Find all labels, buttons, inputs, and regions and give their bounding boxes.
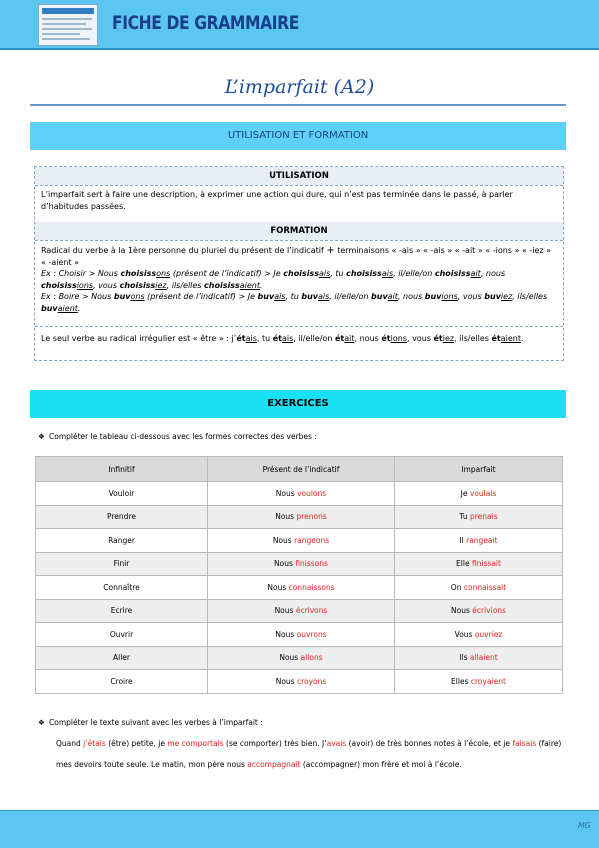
table-row (36, 646, 563, 670)
table-row (36, 552, 563, 576)
cell-infinitif: Croire (36, 670, 208, 694)
answer-etre: j’étais (83, 739, 106, 748)
title-divider (30, 104, 566, 106)
cell-present: Nous voulons (208, 482, 395, 506)
cell-infinitif: Connaître (36, 576, 208, 600)
utilisation-heading: UTILISATION (35, 167, 563, 185)
cell-imparfait: Nous écrivions (395, 599, 563, 623)
formation-rule-text: Radical du verbe à la 1ère personne du pluriel du présent de l’indicatif (41, 246, 324, 255)
section-title-usage: UTILISATION ET FORMATION (30, 122, 566, 150)
table-row (36, 529, 563, 553)
cell-imparfait: Ils allaient (395, 646, 563, 670)
cell-infinitif: Aller (36, 646, 208, 670)
author-initials: MG (577, 821, 591, 830)
table-row (36, 670, 563, 694)
footer-band (0, 810, 599, 848)
column-header: Infinitif (36, 457, 208, 482)
table-header-row (36, 457, 563, 482)
cell-present: Nous allons (208, 646, 395, 670)
formation-heading: FORMATION (35, 222, 563, 240)
answer-accompagner: accompagnait (247, 760, 301, 769)
document-title: L’imparfait (A2) (224, 76, 375, 98)
cell-infinitif: Ecrire (36, 599, 208, 623)
cell-present: Nous finissons (208, 552, 395, 576)
example-choisir: Ex : Choisir > Nous choisissons (présent de l’indicatif) > Je choisissais, tu choisissais, il/elle/on choisissait, nous choisissions, vous choisissiez, ils/elles choisissaient. (41, 269, 506, 290)
table-row (36, 623, 563, 647)
cell-imparfait: Je voulais (395, 482, 563, 506)
grammar-info-box (34, 166, 564, 361)
worksheet-thumbnail-icon (38, 4, 98, 46)
cell-imparfait: Il rangeait (395, 529, 563, 553)
cell-present: Nous prenons (208, 505, 395, 529)
cell-present: Nous ouvrons (208, 623, 395, 647)
column-header: Imparfait (395, 457, 563, 482)
cell-infinitif: Ranger (36, 529, 208, 553)
cell-infinitif: Prendre (36, 505, 208, 529)
header-title: FICHE DE GRAMMAIRE (112, 12, 299, 34)
utilisation-text: L’imparfait sert à faire une description, à exprimer une action qui dure, qui n’est pas terminée dans le passé, à parler d’habitudes passées. (41, 190, 513, 211)
cell-present: Nous connaissons (208, 576, 395, 600)
diamond-bullet-icon: ❖ (38, 432, 45, 441)
table-row (36, 505, 563, 529)
diamond-bullet-icon: ❖ (38, 718, 45, 727)
formation-endings: terminaisons « -ais » « -ais » « -ait » « -ions » « -iez » « -aient » (41, 246, 552, 267)
table-row (36, 482, 563, 506)
conjugation-table (35, 456, 563, 694)
cell-imparfait: Tu prenais (395, 505, 563, 529)
exercise2-text: Quand j’étais (être) petite, je me comportais (se comporter) très bien. J’avais (avoir) de très bonnes notes à l’école, et je faisais (faire) mes devoirs toute seule. Le matin, mon père nous accompagnait (accompagner) mon frère et moi à l’école. (56, 739, 562, 769)
answer-se-comporter: me comportais (167, 739, 224, 748)
cell-imparfait: On connaissait (395, 576, 563, 600)
cell-imparfait: Elles croyaient (395, 670, 563, 694)
cell-present: Nous croyons (208, 670, 395, 694)
cell-imparfait: Elle finissait (395, 552, 563, 576)
table-row (36, 576, 563, 600)
cell-infinitif: Ouvrir (36, 623, 208, 647)
cell-infinitif: Vouloir (36, 482, 208, 506)
cell-infinitif: Finir (36, 552, 208, 576)
section-title-exercises: EXERCICES (30, 390, 566, 418)
plus-sign: + (326, 245, 335, 256)
exercise1-instruction: ❖ Compléter le tableau ci-dessous avec les formes correctes des verbes : (38, 432, 317, 441)
example-boire: Ex : Boire > Nous buvons (présent de l’indicatif) > Je buvais, tu buvais, il/elle/on buvait, nous buvions, vous buviez, ils/elles buvaient. (41, 292, 548, 313)
cell-present: Nous rangeons (208, 529, 395, 553)
table-row (36, 599, 563, 623)
cell-present: Nous écrivons (208, 599, 395, 623)
header-band (0, 0, 599, 50)
answer-faire: faisais (512, 739, 537, 748)
cell-imparfait: Vous ouvriez (395, 623, 563, 647)
answer-avoir: avais (326, 739, 347, 748)
column-header: Présent de l’indicatif (208, 457, 395, 482)
irregular-etre: Le seul verbe au radical irrégulier est « être » : j’étais, tu étais, il/elle/on était, nous étions, vous étiez, ils/elles étaient. (41, 334, 524, 343)
exercise2-instruction: ❖ Compléter le texte suivant avec les verbes à l’imparfait : (38, 718, 263, 727)
formation-rules (41, 245, 557, 314)
